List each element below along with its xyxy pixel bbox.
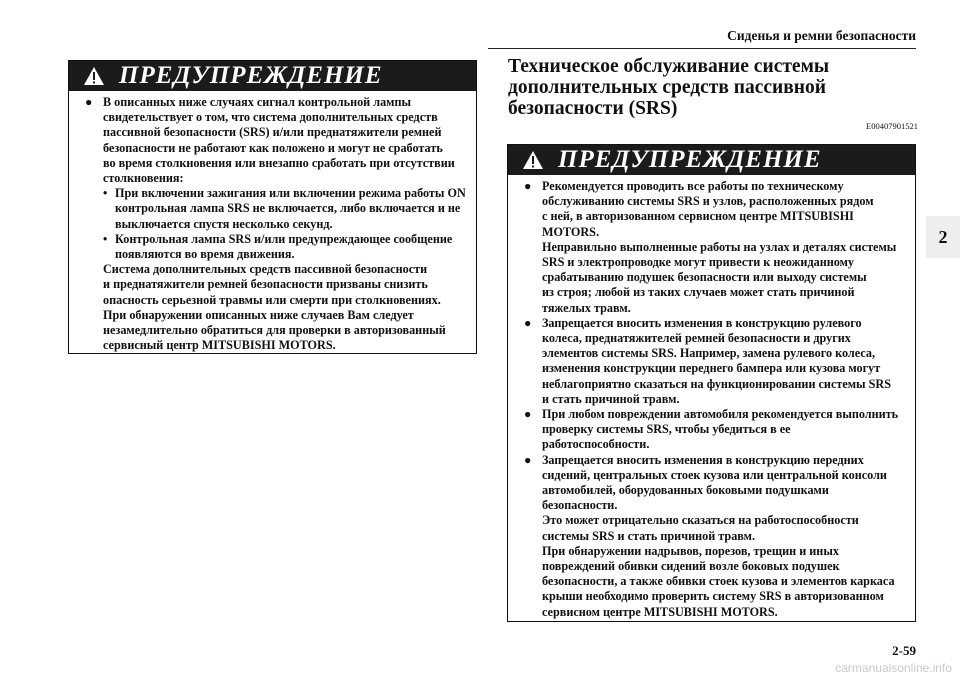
text-line: появляются во время движения. <box>115 247 295 262</box>
text-line: работоспособности. <box>542 437 650 452</box>
section-title <box>508 56 829 119</box>
text-line: во время столкновения или внезапно сработать при отсутствии <box>103 155 455 170</box>
warning-body <box>508 175 915 628</box>
dot-icon: • <box>103 186 108 201</box>
text-line: безопасности. <box>542 498 618 513</box>
text-line: контрольная лампа SRS не включается, либо включается и не <box>115 201 461 216</box>
text-line: MOTORS. <box>542 224 599 239</box>
text-line: Рекомендуется проводить все работы по техническому <box>542 179 844 193</box>
dot-icon: • <box>103 231 108 246</box>
warning-header <box>508 145 915 175</box>
warning-title: ПРЕДУПРЕЖДЕНИЕ <box>558 146 822 173</box>
text-line: изменения конструкции переднего бампера или кузова могут <box>542 361 881 376</box>
text-line: При обнаружении описанных ниже случаев Вам следует <box>103 307 414 322</box>
warning-summary <box>103 262 466 353</box>
text-line: крыши необходимо проверить систему SRS в авторизованном <box>542 589 884 604</box>
sub-list-item <box>103 186 466 232</box>
watermark: carmanualsonline.info <box>835 661 952 675</box>
text-line: срабатыванию подушек безопасности или выходу системы <box>542 270 867 285</box>
text-line: выключается спустя несколько секунд. <box>115 216 333 231</box>
sub-list-item <box>103 232 466 262</box>
warning-box-right <box>507 144 916 622</box>
warning-box-left <box>68 60 477 354</box>
text-line: тяжелых травм. <box>542 300 631 315</box>
list-item <box>524 453 905 620</box>
text-line: безопасности, а также обивки стоек кузова и элементов каркаса <box>542 574 895 589</box>
text-line: При включении зажигания или включении режима работы ON <box>115 186 466 201</box>
text-line: свидетельствует о том, что система дополнительных средств <box>103 110 438 125</box>
warning-body <box>69 91 476 361</box>
text-line: При любом повреждении автомобиля рекомендуется выполнить <box>542 407 899 422</box>
chapter-tab[interactable]: 2 <box>926 216 960 258</box>
list-item <box>524 316 905 407</box>
list-item <box>524 407 905 453</box>
text-line: автомобилей, оборудованных боковыми подушками <box>542 483 829 498</box>
text-line: сервисный центр MITSUBISHI MOTORS. <box>103 338 336 353</box>
document-code: E00407901521 <box>866 121 918 131</box>
header-rule <box>488 48 916 49</box>
text-line: из строя; любой из таких случаев может стать причиной <box>542 285 855 300</box>
bullet-icon: ● <box>524 452 532 467</box>
bullet-icon: ● <box>524 179 532 193</box>
page-number: 2-59 <box>892 643 916 658</box>
warning-triangle-icon <box>79 61 109 91</box>
text-line: обслуживанию системы SRS и узлов, расположенных рядом <box>542 194 874 209</box>
text-line: Запрещается вносить изменения в конструкцию рулевого <box>542 315 862 330</box>
running-header: Сиденья и ремни безопасности <box>727 28 916 43</box>
warning-title: ПРЕДУПРЕЖДЕНИЕ <box>119 62 383 89</box>
text-line: безопасности не работают как положено и могут не сработать <box>103 140 443 155</box>
section-title-line: безопасности (SRS) <box>508 98 678 119</box>
text-line: SRS и электропроводке могут привести к неожиданному <box>542 255 854 270</box>
text-line: Система дополнительных средств пассивной безопасности <box>103 262 428 277</box>
text-line: В описанных ниже случаях сигнал контрольной лампы <box>103 95 412 109</box>
text-line: незамедлительно обратиться для проверки в авторизованный <box>103 323 446 338</box>
list-item <box>524 179 905 316</box>
text-line: системы SRS и стать причиной травм. <box>542 528 756 543</box>
text-line: проверку системы SRS, чтобы убедиться в ее <box>542 422 791 437</box>
text-line: При обнаружении надрывов, порезов, трещин и иных <box>542 543 839 558</box>
text-line: пассивной безопасности (SRS) и/или преднатяжители ремней <box>103 125 442 140</box>
section-title-line: дополнительных средств пассивной <box>508 77 827 98</box>
bullet-icon: ● <box>524 407 532 422</box>
text-line: сервисном центре MITSUBISHI MOTORS. <box>542 604 778 619</box>
text-line: Неправильно выполненные работы на узлах и деталях системы <box>542 239 897 254</box>
warning-header <box>69 61 476 91</box>
warning-triangle-icon <box>518 145 548 175</box>
text-line: сидений, центральных стоек кузова или центральной консоли <box>542 467 887 482</box>
text-line: опасность серьезной травмы или смерти при столкновениях. <box>103 292 441 307</box>
text-line: Это может отрицательно сказаться на работоспособности <box>542 513 859 528</box>
text-line: неблагоприятно сказаться на функционировании системы SRS <box>542 376 891 391</box>
text-line: Контрольная лампа SRS и/или предупреждающее сообщение <box>115 231 453 246</box>
bullet-icon: ● <box>524 315 532 330</box>
text-line: элементов системы SRS. Например, замена рулевого колеса, <box>542 346 876 361</box>
text-line: с ней, в авторизованном сервисном центре MITSUBISHI <box>542 209 854 224</box>
text-line: и преднатяжители ремней безопасности призваны снизить <box>103 277 428 292</box>
text-line: колеса, преднатяжителей ремней безопасности и других <box>542 331 851 346</box>
bullet-icon: ● <box>85 95 93 109</box>
text-line: столкновения: <box>103 171 184 186</box>
text-line: повреждений обивки сидений возле боковых подушек <box>542 559 840 574</box>
list-item <box>85 95 466 186</box>
text-line: Запрещается вносить изменения в конструкцию передних <box>542 452 864 467</box>
text-line: и стать причиной травм. <box>542 391 680 406</box>
section-title-line: Техническое обслуживание системы <box>508 56 830 77</box>
